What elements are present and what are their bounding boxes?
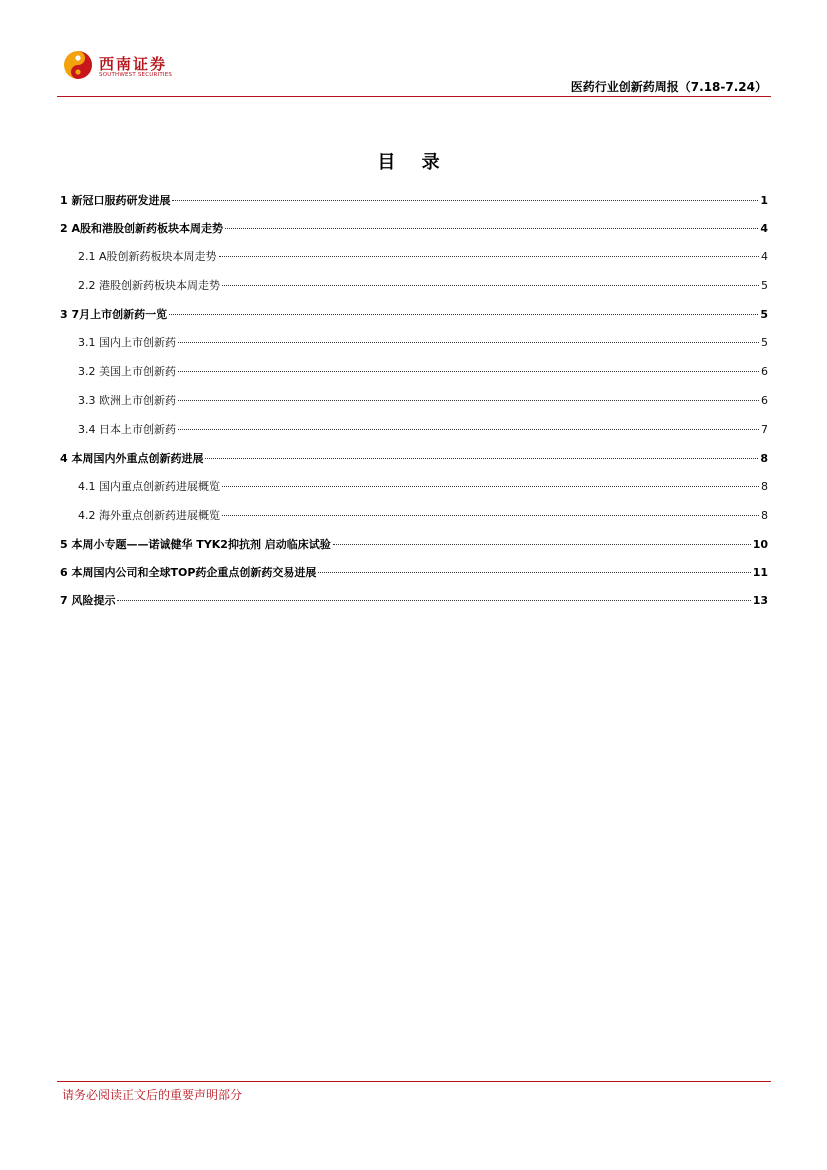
toc-leader-dots xyxy=(219,256,759,257)
logo-text-en: SOUTHWEST SECURITIES xyxy=(99,72,173,78)
toc-entry[interactable] xyxy=(60,248,768,277)
toc-entry-page: 6 xyxy=(761,365,768,378)
toc-leader-dots xyxy=(318,572,750,573)
toc-entry[interactable] xyxy=(60,564,768,592)
company-logo xyxy=(63,50,173,84)
report-title: 医药行业创新药周报（7.18-7.24） xyxy=(570,80,767,94)
toc-entry-page: 11 xyxy=(752,566,768,579)
toc-leader-dots xyxy=(178,342,759,343)
toc-leader-dots xyxy=(169,314,758,315)
toc-leader-dots xyxy=(222,515,759,516)
toc-entry[interactable] xyxy=(60,277,768,306)
toc-entry-page: 13 xyxy=(752,594,768,607)
toc-entry-page: 5 xyxy=(761,336,768,349)
toc-entry-label: 2.1 A股创新药板块本周走势 xyxy=(78,250,217,263)
toc-entry[interactable] xyxy=(60,306,768,334)
toc-entry[interactable] xyxy=(60,478,768,507)
toc-leader-dots xyxy=(222,285,759,286)
toc-leader-dots xyxy=(222,486,759,487)
toc-entry-label: 1 新冠口服药研发进展 xyxy=(60,194,171,207)
toc-entry-label: 4 本周国内外重点创新药进展 xyxy=(60,452,204,465)
toc-entry-page: 8 xyxy=(761,480,768,493)
toc-entry[interactable] xyxy=(60,536,768,564)
footer-disclaimer: 请务必阅读正文后的重要声明部分 xyxy=(62,1088,243,1102)
toc-entry-label: 7 风险提示 xyxy=(60,594,116,607)
toc-entry[interactable] xyxy=(60,392,768,421)
toc-entry-page: 8 xyxy=(760,452,768,465)
toc-entry[interactable] xyxy=(60,450,768,478)
toc-entry-label: 4.2 海外重点创新药进展概览 xyxy=(78,509,220,522)
toc-entry-label: 4.1 国内重点创新药进展概览 xyxy=(78,480,220,493)
toc-entry-page: 4 xyxy=(761,250,768,263)
toc-entry-page: 8 xyxy=(761,509,768,522)
toc-entry[interactable] xyxy=(60,192,768,220)
toc-entry-label: 2.2 港股创新药板块本周走势 xyxy=(78,279,220,292)
toc-leader-dots xyxy=(172,200,758,201)
toc-entry-page: 10 xyxy=(752,538,768,551)
logo-text-cn: 西南证券 xyxy=(99,55,168,73)
logo-mark-icon xyxy=(63,50,93,80)
toc-entry-page: 6 xyxy=(761,394,768,407)
footer-divider xyxy=(57,1081,771,1082)
toc-leader-dots xyxy=(178,429,759,430)
toc-leader-dots xyxy=(333,544,751,545)
header-divider xyxy=(57,96,771,97)
toc-entry-label: 3 7月上市创新药一览 xyxy=(60,308,168,321)
toc-entry-label: 3.1 国内上市创新药 xyxy=(78,336,176,349)
toc-heading: 目 录 xyxy=(377,152,450,173)
toc-entry-label: 3.2 美国上市创新药 xyxy=(78,365,176,378)
toc-leader-dots xyxy=(178,371,759,372)
toc-entry-label: 3.3 欧洲上市创新药 xyxy=(78,394,176,407)
toc-entry[interactable] xyxy=(60,421,768,450)
toc-entry-label: 6 本周国内公司和全球TOP药企重点创新药交易进展 xyxy=(60,566,317,579)
toc-entry-page: 5 xyxy=(761,279,768,292)
toc-entry-page: 4 xyxy=(760,222,768,235)
toc-entry[interactable] xyxy=(60,220,768,248)
toc-leader-dots xyxy=(205,458,758,459)
toc-entry-label: 3.4 日本上市创新药 xyxy=(78,423,176,436)
toc-entry-label: 2 A股和港股创新药板块本周走势 xyxy=(60,222,223,235)
toc-leader-dots xyxy=(225,228,758,229)
toc-entry[interactable] xyxy=(60,334,768,363)
toc-entry-label: 5 本周小专题——诺诚健华 TYK2抑抗剂 启动临床试验 xyxy=(60,538,331,551)
table-of-contents xyxy=(60,192,768,620)
toc-leader-dots xyxy=(117,600,750,601)
toc-entry-page: 7 xyxy=(761,423,768,436)
toc-entry[interactable] xyxy=(60,507,768,536)
page-header xyxy=(0,0,827,100)
toc-entry[interactable] xyxy=(60,592,768,620)
toc-entry[interactable] xyxy=(60,363,768,392)
toc-entry-page: 5 xyxy=(760,308,768,321)
toc-entry-page: 1 xyxy=(760,194,768,207)
toc-leader-dots xyxy=(178,400,759,401)
